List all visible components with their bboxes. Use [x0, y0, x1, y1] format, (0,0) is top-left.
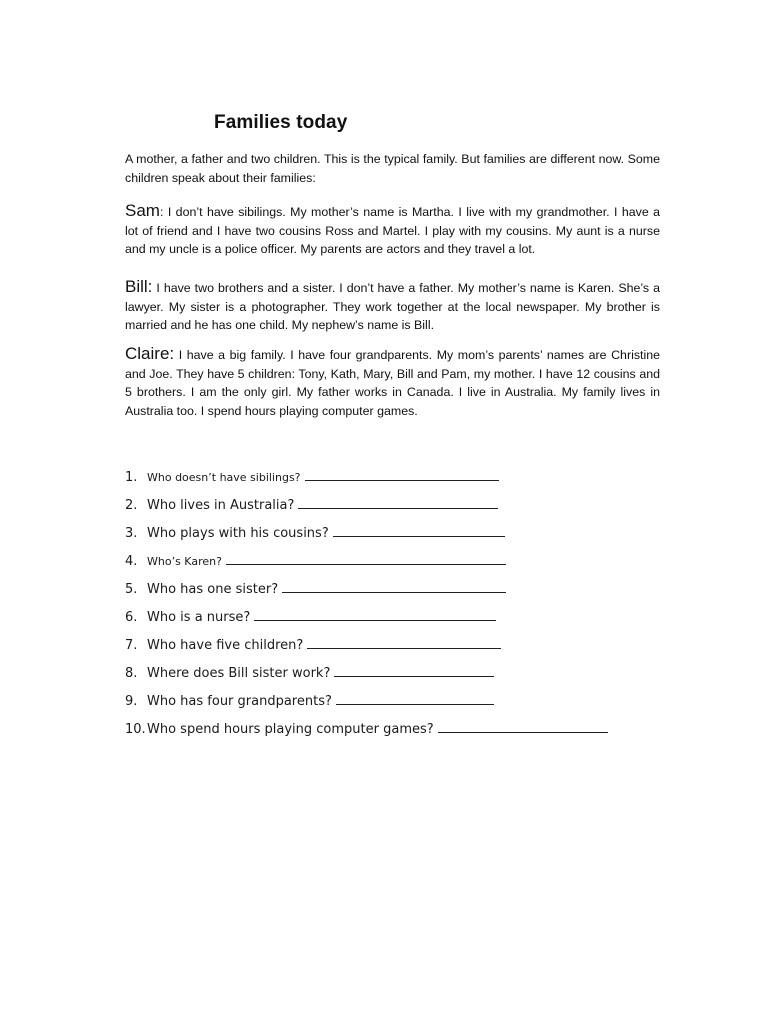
question-number: 10.	[125, 722, 146, 737]
question-text: Who have five children?	[147, 638, 304, 653]
intro-paragraph: A mother, a father and two children. This is the typical family. But families are different now. Some children speak about their families:	[125, 152, 660, 185]
story-name: Bill:	[125, 277, 153, 296]
question-item	[125, 466, 608, 494]
question-number: 2.	[125, 498, 138, 513]
story-sam	[125, 202, 660, 259]
story-bill	[125, 278, 660, 335]
answer-blank[interactable]	[254, 606, 496, 621]
question-item	[125, 578, 608, 606]
question-number: 3.	[125, 526, 138, 541]
question-number: 7.	[125, 638, 138, 653]
question-text: Who plays with his cousins?	[147, 526, 329, 541]
question-item	[125, 634, 608, 662]
answer-blank[interactable]	[307, 634, 501, 649]
answer-blank[interactable]	[282, 578, 506, 593]
question-text: Who lives in Australia?	[147, 498, 295, 513]
question-number: 6.	[125, 610, 138, 625]
page-title: Families today	[214, 112, 348, 133]
question-item	[125, 718, 608, 746]
answer-blank[interactable]	[334, 662, 494, 677]
question-number: 9.	[125, 694, 138, 709]
question-item	[125, 690, 608, 718]
answer-blank[interactable]	[305, 466, 499, 481]
question-text: Who has one sister?	[147, 582, 279, 597]
question-list	[125, 466, 608, 746]
story-text: I don’t have sibilings. My mother’s name is Martha. I live with my grandmother. I have a lot of friend and I have two cousins Ross and Martel. I play with my cousins. My aunt is a nurse and my uncle is a police officer. My parents are actors and they travel a lot.	[125, 205, 660, 256]
question-text: Where does Bill sister work?	[147, 666, 331, 681]
question-item	[125, 494, 608, 522]
question-item	[125, 522, 608, 550]
story-claire	[125, 345, 660, 420]
answer-blank[interactable]	[226, 550, 506, 565]
story-name: Claire:	[125, 344, 175, 363]
story-text: I have a big family. I have four grandparents. My mom’s parents’ names are Christine and Joe. They have 5 children: Tony, Kath, Mary, Bill and Pam, my mother. I have 12 cousins and 5 brothers. I am the only girl. My father works in Canada. I live in Australia. My family lives in Australia too. I spend hours playing computer games.	[125, 348, 660, 418]
question-text: Who spend hours playing computer games?	[147, 722, 434, 737]
question-number: 4.	[125, 554, 138, 569]
question-item	[125, 550, 608, 578]
question-number: 8.	[125, 666, 138, 681]
story-name: Sam	[125, 201, 160, 220]
question-text: Who doesn’t have sibilings?	[147, 471, 301, 484]
story-text: I have two brothers and a sister. I don’t have a father. My mother’s name is Karen. She’s a lawyer. My sister is a photographer. They work together at the local newspaper. My brother is married and he has one child. My nephew’s name is Bill.	[125, 281, 660, 332]
question-text: Who is a nurse?	[147, 610, 251, 625]
question-item	[125, 606, 608, 634]
answer-blank[interactable]	[298, 494, 498, 509]
question-text: Who’s Karen?	[147, 555, 222, 568]
story-separator: :	[159, 205, 164, 219]
question-item	[125, 662, 608, 690]
question-number: 1.	[125, 470, 138, 485]
answer-blank[interactable]	[438, 718, 608, 733]
answer-blank[interactable]	[336, 690, 494, 705]
question-text: Who has four grandparents?	[147, 694, 332, 709]
question-number: 5.	[125, 582, 138, 597]
answer-blank[interactable]	[333, 522, 505, 537]
